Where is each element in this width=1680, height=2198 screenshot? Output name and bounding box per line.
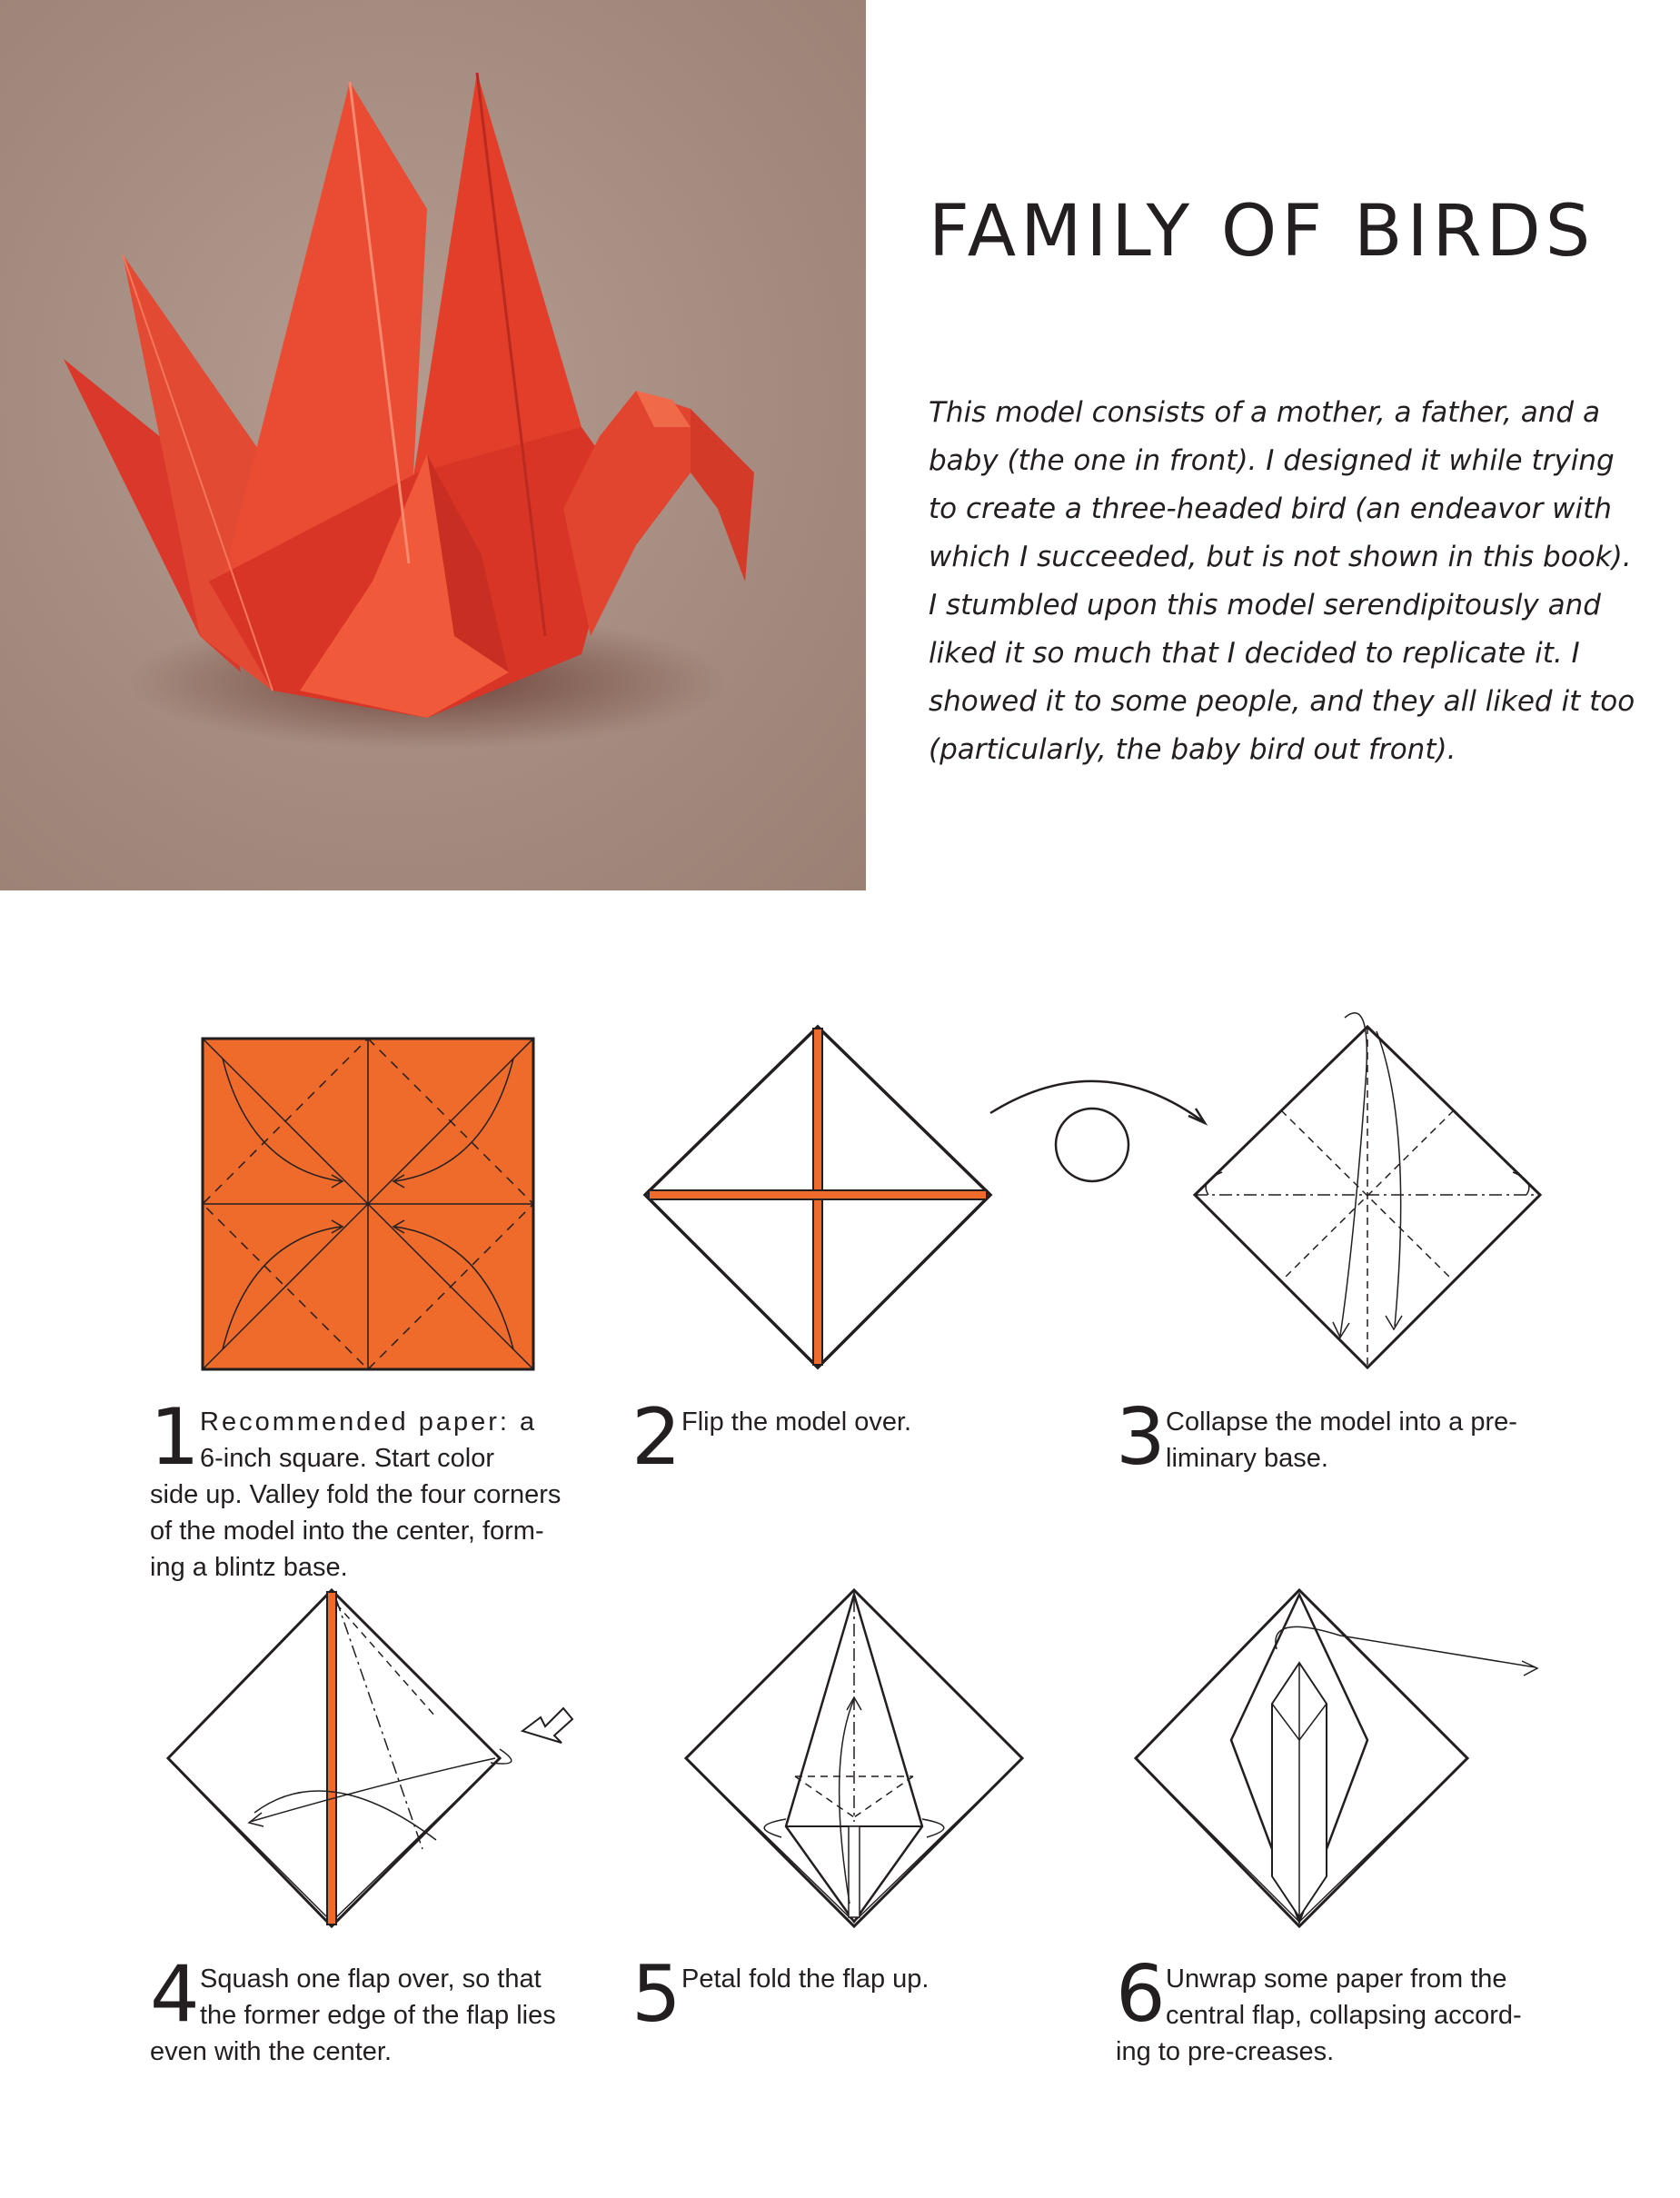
step-4-line: even with the center.	[150, 2037, 392, 2066]
hero-photo	[0, 0, 866, 890]
intro-line: liked it so much that I decided to replicate it. I	[929, 637, 1580, 670]
step-1-diagram	[195, 1031, 541, 1377]
step-6-line: central flap, collapsing accord-	[1166, 2001, 1522, 2030]
step-2-instruction	[631, 1392, 1086, 1495]
step-3-diagram	[1186, 1009, 1549, 1381]
intro-line: showed it to some people, and they all liked it too	[929, 685, 1635, 718]
step-4-line: the former edge of the flap lies	[200, 2001, 556, 2030]
step-2-diagram	[636, 1018, 999, 1381]
intro-line: baby (the one in front). I designed it while trying	[929, 444, 1615, 477]
step-4-line: Squash one flap over, so that	[200, 1964, 542, 1994]
intro-line: which I succeeded, but is not shown in this book).	[929, 541, 1632, 573]
step-3-instruction	[1116, 1392, 1570, 1495]
step-2-line: Flip the model over.	[681, 1407, 912, 1437]
flip-over-symbol	[981, 1072, 1218, 1190]
step-6-instruction	[1116, 1949, 1570, 2079]
intro-line: I stumbled upon this model serendipitously and	[929, 589, 1601, 622]
step-6-line: Unwrap some paper from the	[1166, 1964, 1507, 1994]
intro-paragraph	[929, 389, 1655, 774]
step-6-diagram	[1131, 1581, 1558, 1935]
step-2-number: 2	[631, 1392, 681, 1483]
intro-line: (particularly, the baby bird out front).	[929, 733, 1456, 766]
step-4-number: 4	[150, 1949, 200, 2040]
step-1-number: 1	[150, 1392, 200, 1483]
step-5-diagram	[681, 1581, 1027, 1935]
intro-line: to create a three-headed bird (an endeavor with	[929, 492, 1612, 525]
step-1-line: Recommended paper: a	[200, 1407, 538, 1437]
step-1-line: side up. Valley fold the four corners	[150, 1480, 562, 1509]
step-4-diagram	[164, 1581, 582, 1935]
step-1-instruction	[150, 1392, 604, 1586]
step-3-number: 3	[1116, 1392, 1166, 1483]
page-title: FAMILY OF BIRDS	[929, 191, 1596, 273]
step-5-instruction	[631, 1949, 1086, 2052]
intro-line: This model consists of a mother, a father, and a	[929, 396, 1600, 429]
step-4-instruction	[150, 1949, 604, 2079]
step-5-line: Petal fold the flap up.	[681, 1964, 929, 1994]
step-5-number: 5	[631, 1949, 681, 2040]
step-3-line: liminary base.	[1166, 1444, 1328, 1473]
step-6-number: 6	[1116, 1949, 1166, 2040]
step-6-line: ing to pre-creases.	[1116, 2037, 1335, 2066]
step-1-line: of the model into the center, form-	[150, 1517, 544, 1546]
step-1-line: 6-inch square. Start color	[200, 1444, 494, 1473]
push-arrow-icon	[522, 1708, 572, 1743]
step-3-line: Collapse the model into a pre-	[1166, 1407, 1517, 1437]
step-1-line: ing a blintz base.	[150, 1553, 348, 1582]
